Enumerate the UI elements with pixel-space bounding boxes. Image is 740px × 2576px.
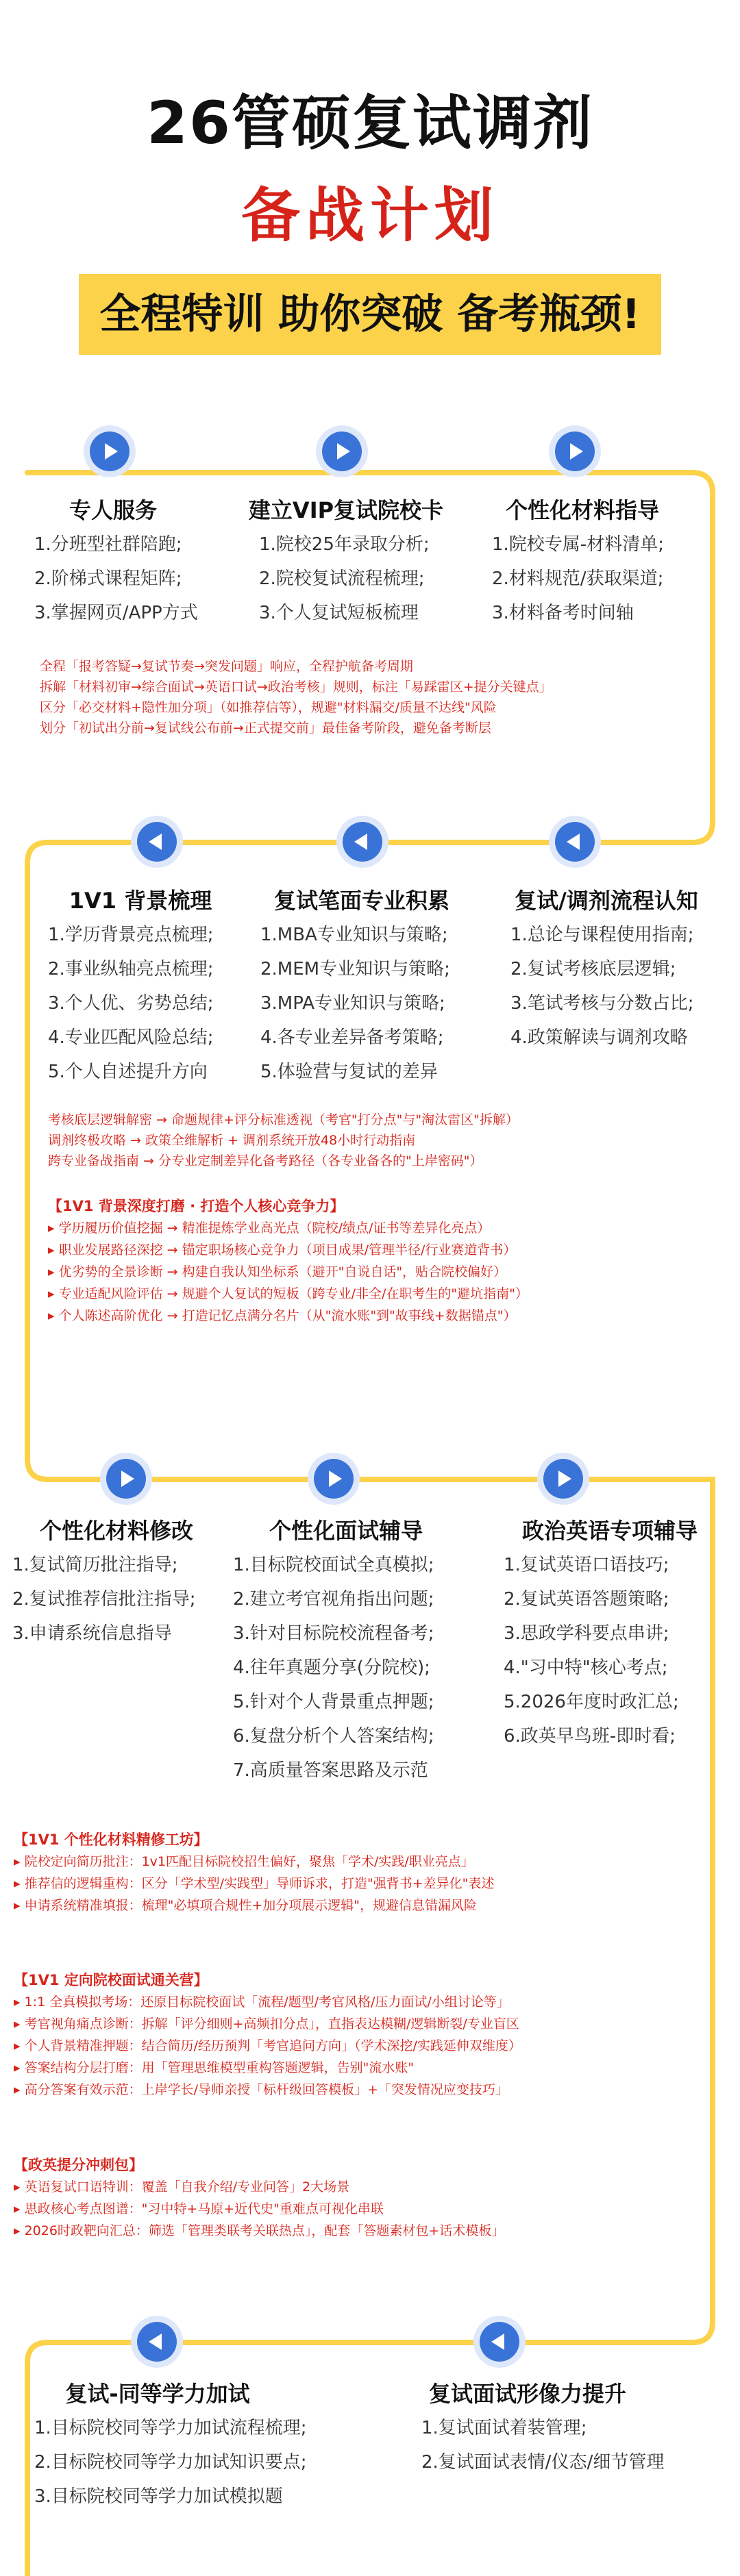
section-heading: 【政英提分冲刺包】 bbox=[14, 2157, 143, 2173]
row1-notes bbox=[40, 656, 552, 738]
bullet-item: ▸ 高分答案有效示范：上岸学长/导师亲授「标杆级回答模板」+「突发情况应变技巧」 bbox=[14, 2079, 521, 2101]
list-item: 4."习中特"核心考点; bbox=[504, 1658, 668, 1678]
column-title: 复试笔面专业积累 bbox=[273, 888, 449, 914]
section-heading: 【1V1 定向院校面试通关营】 bbox=[14, 1972, 208, 1988]
list-item: 1.总论与课程使用指南; bbox=[510, 925, 694, 945]
list-item: 3.目标院校同等学力加试模拟题 bbox=[34, 2486, 283, 2507]
play-icon[interactable] bbox=[90, 432, 130, 471]
list-item: 2.MEM专业知识与策略; bbox=[260, 959, 450, 979]
list-item: 3.申请系统信息指导 bbox=[12, 1623, 172, 1644]
list-item: 2.目标院校同等学力加试知识要点; bbox=[34, 2452, 307, 2473]
bullet-item: ▸ 1:1 全真模拟考场：还原目标院校面试「流程/题型/考官风格/压力面试/小组讨论等」 bbox=[14, 1991, 521, 2013]
list-item: 4.专业匹配风险总结; bbox=[48, 1027, 214, 1048]
list-item: 2.复试面试表情/仪态/细节管理 bbox=[421, 2452, 665, 2473]
list-item: 1.学历背景亮点梳理; bbox=[48, 925, 214, 945]
list-item: 5.针对个人背景重点押题; bbox=[233, 1692, 434, 1712]
column-title: 个性化面试辅导 bbox=[269, 1518, 423, 1544]
list-item: 3.思政学科要点串讲; bbox=[504, 1623, 669, 1644]
column-title: 建立VIP复试院校卡 bbox=[248, 497, 444, 523]
list-item: 4.往年真题分享(分院校); bbox=[233, 1658, 430, 1678]
column-title: 专人服务 bbox=[69, 497, 157, 523]
rewind-icon[interactable] bbox=[555, 822, 595, 862]
list-item: 1.目标院校面试全真模拟; bbox=[233, 1555, 434, 1575]
column-list bbox=[259, 527, 430, 630]
interview-section bbox=[14, 1969, 521, 2101]
bullet-item: ▸ 职业发展路径深挖 → 锚定职场核心竞争力（项目成果/管理半径/行业赛道背书） bbox=[48, 1239, 528, 1261]
list-item: 7.高质量答案思路及示范 bbox=[233, 1760, 428, 1781]
note: 划分「初试出分前→复试线公布前→正式提交前」最佳备考阶段，避免备考断层 bbox=[40, 721, 491, 736]
list-item: 5.个人自述提升方向 bbox=[48, 1062, 208, 1082]
bullet-item: ▸ 答案结构分层打磨：用「管理思维模型重构答题逻辑，告别"流水账" bbox=[14, 2057, 521, 2079]
list-item: 2.复试考核底层逻辑; bbox=[510, 959, 676, 979]
column-list bbox=[260, 918, 450, 1089]
list-item: 3.个人复试短板梳理 bbox=[259, 603, 419, 623]
list-item: 1.院校专属-材料清单; bbox=[492, 534, 664, 555]
list-item: 2.建立考官视角指出问题; bbox=[233, 1589, 434, 1610]
note: 考核底层逻辑解密 → 命题规律+评分标准透视（考官"打分点"与"淘汰雷区"拆解） bbox=[48, 1112, 519, 1127]
rewind-icon[interactable] bbox=[137, 822, 177, 862]
bullet-item: ▸ 优劣势的全景诊断 → 构建自我认知坐标系（避开"自说自话"，贴合院校偏好） bbox=[48, 1261, 528, 1283]
column-title: 复试/调剂流程认知 bbox=[515, 888, 698, 914]
column-list bbox=[34, 527, 198, 630]
list-item: 1.复试面试着装管理; bbox=[421, 2418, 587, 2438]
list-item: 1.目标院校同等学力加试流程梳理; bbox=[34, 2418, 307, 2438]
bullet-item: ▸ 2026时政靶向汇总：筛选「管理类联考关联热点」，配套「答题素材包+话术模板」 bbox=[14, 2220, 504, 2242]
list-item: 3.笔试考核与分数占比; bbox=[510, 993, 694, 1014]
bullet-item: ▸ 个人陈述高阶优化 → 打造记忆点满分名片（从"流水账"到"故事线+数据锚点"） bbox=[48, 1305, 528, 1327]
list-item: 2.院校复试流程梳理; bbox=[259, 568, 425, 589]
column-title: 复试面试形像力提升 bbox=[428, 2381, 626, 2407]
bullet-item: ▸ 申请系统精准填报：梳理"必填项合规性+加分项展示逻辑"，规避信息错漏风险 bbox=[14, 1895, 494, 1916]
politics-english-section bbox=[14, 2154, 504, 2242]
note: 拆解「材料初审→综合面试→英语口试→政治考核」规则，标注「易踩雷区+提分关键点」 bbox=[40, 679, 552, 695]
row2-notes bbox=[48, 1110, 519, 1171]
list-item: 3.针对目标院校流程备考; bbox=[233, 1623, 434, 1644]
bullet-item: ▸ 院校定向简历批注：1v1匹配目标院校招生偏好，聚焦「学术/实践/职业亮点」 bbox=[14, 1851, 494, 1873]
column-list bbox=[492, 527, 664, 630]
column-title: 个性化材料指导 bbox=[505, 497, 659, 523]
column-list bbox=[34, 2411, 307, 2514]
column-list bbox=[12, 1548, 196, 1651]
section-heading: 【1V1 背景深度打磨 · 打造个人核心竞争力】 bbox=[48, 1198, 345, 1214]
column-title: 个性化材料修改 bbox=[39, 1518, 193, 1544]
list-item: 6.政英早鸟班-即时看; bbox=[504, 1726, 676, 1747]
column-title: 政治英语专项辅导 bbox=[521, 1518, 698, 1544]
rewind-icon[interactable] bbox=[137, 2322, 177, 2362]
note: 跨专业备战指南 → 分专业定制差异化备考路径（各专业备各的"上岸密码"） bbox=[48, 1153, 483, 1168]
bullet-item: ▸ 推荐信的逻辑重构：区分「学术型/实践型」导师诉求，打造"强背书+差异化"表述 bbox=[14, 1873, 494, 1895]
list-item: 2.复试推荐信批注指导; bbox=[12, 1589, 196, 1610]
list-item: 3.掌握网页/APP方式 bbox=[34, 603, 198, 623]
column-list bbox=[510, 918, 694, 1055]
list-item: 2.复试英语答题策略; bbox=[504, 1589, 669, 1610]
list-item: 1.复试英语口语技巧; bbox=[504, 1555, 669, 1575]
list-item: 3.个人优、劣势总结; bbox=[48, 993, 214, 1014]
list-item: 5.体验营与复试的差异 bbox=[260, 1062, 438, 1082]
bullet-item: ▸ 学历履历价值挖掘 → 精准提炼学业高光点（院校/绩点/证书等差异化亮点） bbox=[48, 1217, 528, 1239]
column-list bbox=[421, 2411, 664, 2479]
list-item: 1.复试简历批注指导; bbox=[12, 1555, 178, 1575]
column-title: 复试-同等学力加试 bbox=[65, 2381, 250, 2407]
list-item: 4.政策解读与调剂攻略 bbox=[510, 1027, 688, 1048]
background-section bbox=[48, 1195, 528, 1327]
column-list bbox=[233, 1548, 434, 1788]
list-item: 1.院校25年录取分析; bbox=[259, 534, 430, 555]
list-item: 6.复盘分析个人答案结构; bbox=[233, 1726, 434, 1747]
note: 调剂终极攻略 → 政策全维解析 + 调剂系统开放48小时行动指南 bbox=[48, 1133, 416, 1148]
section-heading: 【1V1 个性化材料精修工坊】 bbox=[14, 1831, 208, 1848]
page-title: 26管硕复试调剂 bbox=[147, 89, 593, 158]
page-subtitle: 备战计划 bbox=[241, 182, 499, 250]
list-item: 1.MBA专业知识与策略; bbox=[260, 925, 448, 945]
note: 区分「必交材料+隐性加分项」（如推荐信等），规避"材料漏交/质量不达线"风险 bbox=[40, 700, 497, 715]
list-item: 2.材料规范/获取渠道; bbox=[492, 568, 664, 589]
play-icon[interactable] bbox=[543, 1459, 583, 1499]
bullet-item: ▸ 个人背景精准押题：结合简历/经历预判「考官追问方向」（学术深挖/实践延伸双维度） bbox=[14, 2035, 521, 2057]
list-item: 1.分班型社群陪跑; bbox=[34, 534, 182, 555]
bullet-item: ▸ 专业适配风险评估 → 规避个人复试的短板（跨专业/非全/在职考生的"避坑指南"） bbox=[48, 1283, 528, 1305]
column-list bbox=[48, 918, 214, 1089]
bullet-item: ▸ 思政核心考点图谱："习中特+马原+近代史"重难点可视化串联 bbox=[14, 2198, 504, 2220]
column-title: 1V1 背景梳理 bbox=[69, 888, 212, 914]
play-icon[interactable] bbox=[314, 1459, 354, 1499]
play-icon[interactable] bbox=[106, 1459, 146, 1499]
list-item: 3.MPA专业知识与策略; bbox=[260, 993, 445, 1014]
bullet-item: ▸ 考官视角痛点诊断：拆解「评分细则+高频扣分点」，直指表达模糊/逻辑断裂/专业盲区 bbox=[14, 2013, 521, 2035]
list-item: 3.材料备考时间轴 bbox=[492, 603, 634, 623]
note: 全程「报考答疑→复试节奏→突发问题」响应，全程护航备考周期 bbox=[40, 659, 413, 674]
list-item: 2.阶梯式课程矩阵; bbox=[34, 568, 182, 589]
bullet-item: ▸ 英语复试口语特训：覆盖「自我介绍/专业问答」2大场景 bbox=[14, 2176, 504, 2198]
column-list bbox=[504, 1548, 679, 1753]
rewind-icon[interactable] bbox=[343, 822, 382, 862]
play-icon[interactable] bbox=[322, 432, 362, 471]
list-item: 4.各专业差异备考策略; bbox=[260, 1027, 444, 1048]
materials-section bbox=[14, 1829, 494, 1916]
list-item: 5.2026年度时政汇总; bbox=[504, 1692, 679, 1712]
play-icon[interactable] bbox=[555, 432, 595, 471]
rewind-icon[interactable] bbox=[480, 2322, 519, 2362]
list-item: 2.事业纵轴亮点梳理; bbox=[48, 959, 214, 979]
slogan-banner: 全程特训 助你突破 备考瓶颈! bbox=[79, 274, 661, 355]
